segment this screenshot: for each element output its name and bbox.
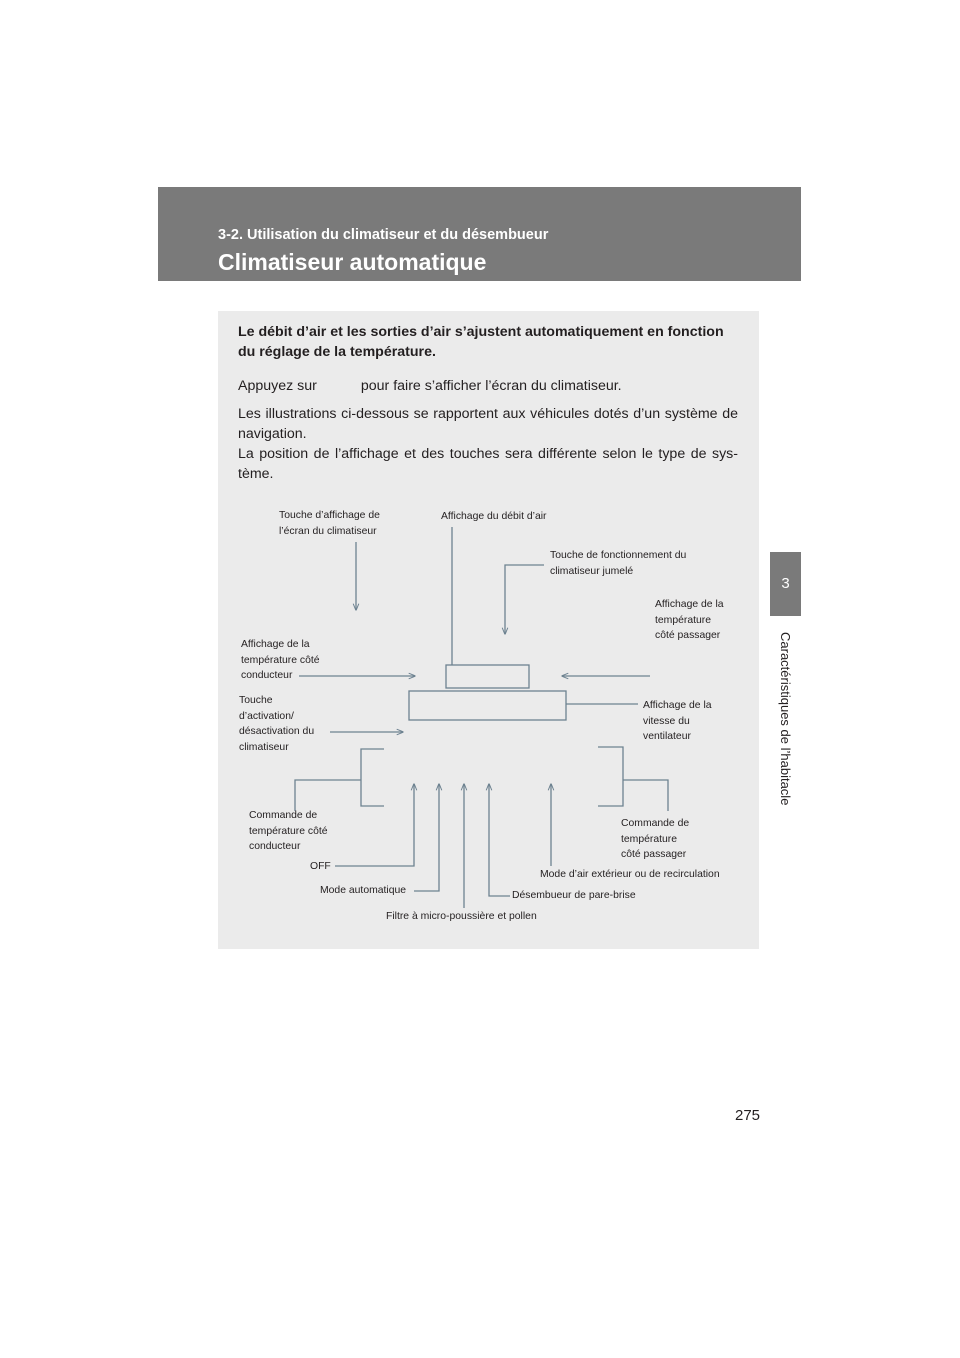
label-defroster-button: Désembueur de pare-brise — [512, 890, 636, 901]
label-temp-conducteur-display: Affichage de la température côté conducteur — [241, 639, 320, 681]
instruction-after: pour faire s’afficher l’écran du climatiseur. — [360, 378, 622, 394]
label-temp-conducteur-control: Commande de température côté conducteur — [249, 810, 328, 852]
label-debit-display: Affichage du débit d’air — [441, 511, 547, 522]
intro-text: Le débit d’air et les sorties d’air s’ajustent automatiquement en fonction du réglage de la température. — [238, 324, 724, 360]
callout-jumele — [505, 565, 544, 634]
callout-temp-passager-control — [623, 780, 668, 811]
air-flow-display-box — [446, 665, 529, 688]
section-label: 3-2. Utilisation du climatiseur et du désembueur — [218, 227, 549, 243]
bracket-temp-conducteur — [361, 749, 384, 806]
label-recirculation-button: Mode d’air extérieur ou de recirculation — [540, 869, 720, 880]
page-number: 275 — [735, 1107, 761, 1124]
label-ventilateur-display: Affichage de la vitesse du ventilateur — [643, 700, 712, 742]
label-filter-button: Filtre à micro-poussière et pollen — [386, 911, 537, 922]
fan-speed-display-box — [409, 691, 566, 720]
chapter-number: 3 — [781, 575, 790, 592]
label-temp-passager-control: Commande de température côté passager — [621, 818, 690, 860]
instruction-before: Appuyez sur — [238, 378, 317, 394]
label-ecran-button: Touche d’affichage de l’écran du climatiseur — [279, 510, 380, 537]
callout-auto — [414, 784, 439, 891]
callout-temp-conducteur-control — [295, 780, 361, 811]
bracket-temp-passager — [598, 747, 623, 806]
callout-defroster — [489, 784, 510, 896]
label-off-button: OFF — [310, 861, 331, 872]
note-text: Les illustrations ci-dessous se rapportent aux véhicules dotés d’un système de navigation. La position de l’affichage et des touches sera différente selon le type de sys-tème. — [238, 406, 738, 482]
chapter-label: Caractéristiques de l’habitacle — [778, 632, 793, 806]
page-title: Climatiseur automatique — [218, 249, 487, 275]
label-jumele-button: Touche de fonctionnement du climatiseur jumelé — [550, 550, 687, 577]
callout-off — [335, 784, 414, 866]
label-onoff-button: Touche d’activation/ désactivation du climatiseur — [239, 695, 315, 753]
label-temp-passager-display: Affichage de la température côté passager — [655, 599, 724, 641]
label-auto-button: Mode automatique — [320, 885, 407, 896]
